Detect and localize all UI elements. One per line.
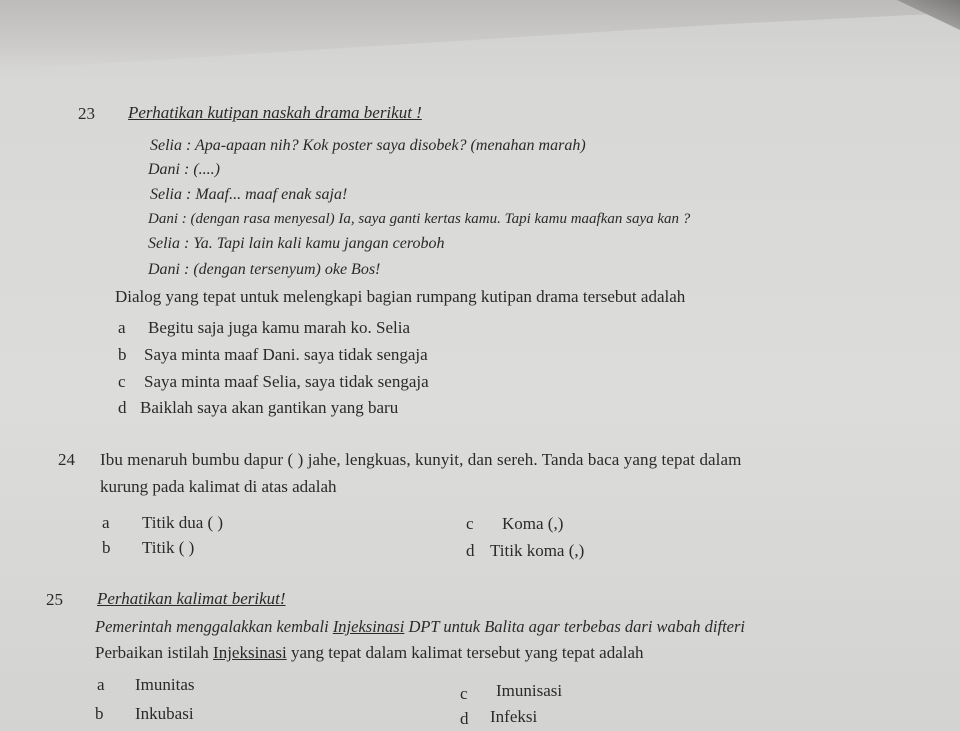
question-25-number: 25 [46, 590, 63, 609]
paper-shadow [0, 0, 960, 70]
question-25-option-b-letter: b [95, 704, 104, 723]
question-25-option-d[interactable]: Infeksi [490, 707, 538, 726]
question-23-option-c[interactable]: Saya minta maaf Selia, saya tidak sengaja [144, 372, 429, 391]
question-24-option-d[interactable]: Titik koma (,) [490, 541, 585, 560]
question-25-option-a[interactable]: Imunitas [135, 675, 195, 694]
sentence-part-2: DPT untuk Balita agar terbebas dari wabah difteri [404, 617, 746, 636]
question-24-option-b[interactable]: Titik ( ) [142, 538, 195, 557]
question-23-option-b[interactable]: Saya minta maaf Dani. saya tidak sengaja [144, 345, 428, 364]
question-24-option-c[interactable]: Koma (,) [502, 514, 564, 533]
dialog-line-6: Dani : (dengan tersenyum) oke Bos! [148, 261, 381, 278]
question-24-option-d-letter: d [466, 541, 475, 560]
question-24-line-2: kurung pada kalimat di atas adalah [100, 477, 337, 496]
question-23-option-c-letter: c [118, 372, 126, 391]
question-25-instruction: Perhatikan kalimat berikut! [97, 589, 286, 608]
question-23-text: Dialog yang tepat untuk melengkapi bagian rumpang kutipan drama tersebut adalah [115, 287, 686, 306]
question-24-line-1: Ibu menaruh bumbu dapur ( ) jahe, lengkuas, kunyit, dan sereh. Tanda baca yang tepat dalam [100, 450, 742, 469]
question-part-1: Perbaikan istilah [95, 643, 214, 662]
dialog-line-4: Dani : (dengan rasa menyesal) Ia, saya ganti kertas kamu. Tapi kamu maafkan saya kan ? [148, 211, 691, 227]
question-23-option-b-letter: b [118, 345, 127, 364]
sentence-part-1: Pemerintah menggalakkan kembali [95, 617, 333, 636]
dialog-line-3: Selia : Maaf... maaf enak saja! [150, 186, 348, 203]
sentence-term-injeksinasi: Injeksinasi [332, 617, 405, 636]
dialog-line-2: Dani : (....) [148, 161, 220, 178]
question-25-option-b[interactable]: Inkubasi [135, 704, 194, 723]
question-25-option-a-letter: a [97, 675, 105, 694]
question-23-option-d[interactable]: Baiklah saya akan gantikan yang baru [140, 398, 399, 417]
dialog-line-5: Selia : Ya. Tapi lain kali kamu jangan ceroboh [148, 235, 445, 252]
question-25-option-d-letter: d [460, 709, 469, 728]
question-24-option-b-letter: b [102, 538, 111, 557]
question-23-option-d-letter: d [118, 398, 127, 417]
question-term-injeksinasi: Injeksinasi [213, 643, 287, 662]
question-25-option-c[interactable]: Imunisasi [496, 681, 563, 700]
question-23-option-a[interactable]: Begitu saja juga kamu marah ko. Selia [148, 318, 411, 337]
question-24-option-c-letter: c [466, 514, 474, 533]
question-23-option-a-letter: a [118, 318, 126, 337]
question-24-option-a[interactable]: Titik dua ( ) [142, 513, 224, 532]
question-23-instruction: Perhatikan kutipan naskah drama berikut ! [128, 103, 422, 122]
question-24-option-a-letter: a [102, 513, 110, 532]
question-part-2: yang tepat dalam kalimat tersebut yang tepat adalah [286, 643, 644, 662]
question-23-number: 23 [78, 104, 95, 123]
question-25-sentence [95, 617, 745, 637]
dialog-line-1: Selia : Apa-apaan nih? Kok poster saya disobek? (menahan marah) [150, 137, 586, 154]
question-24-number: 24 [58, 450, 75, 469]
question-25-text [95, 643, 644, 663]
question-25-option-c-letter: c [460, 684, 468, 703]
